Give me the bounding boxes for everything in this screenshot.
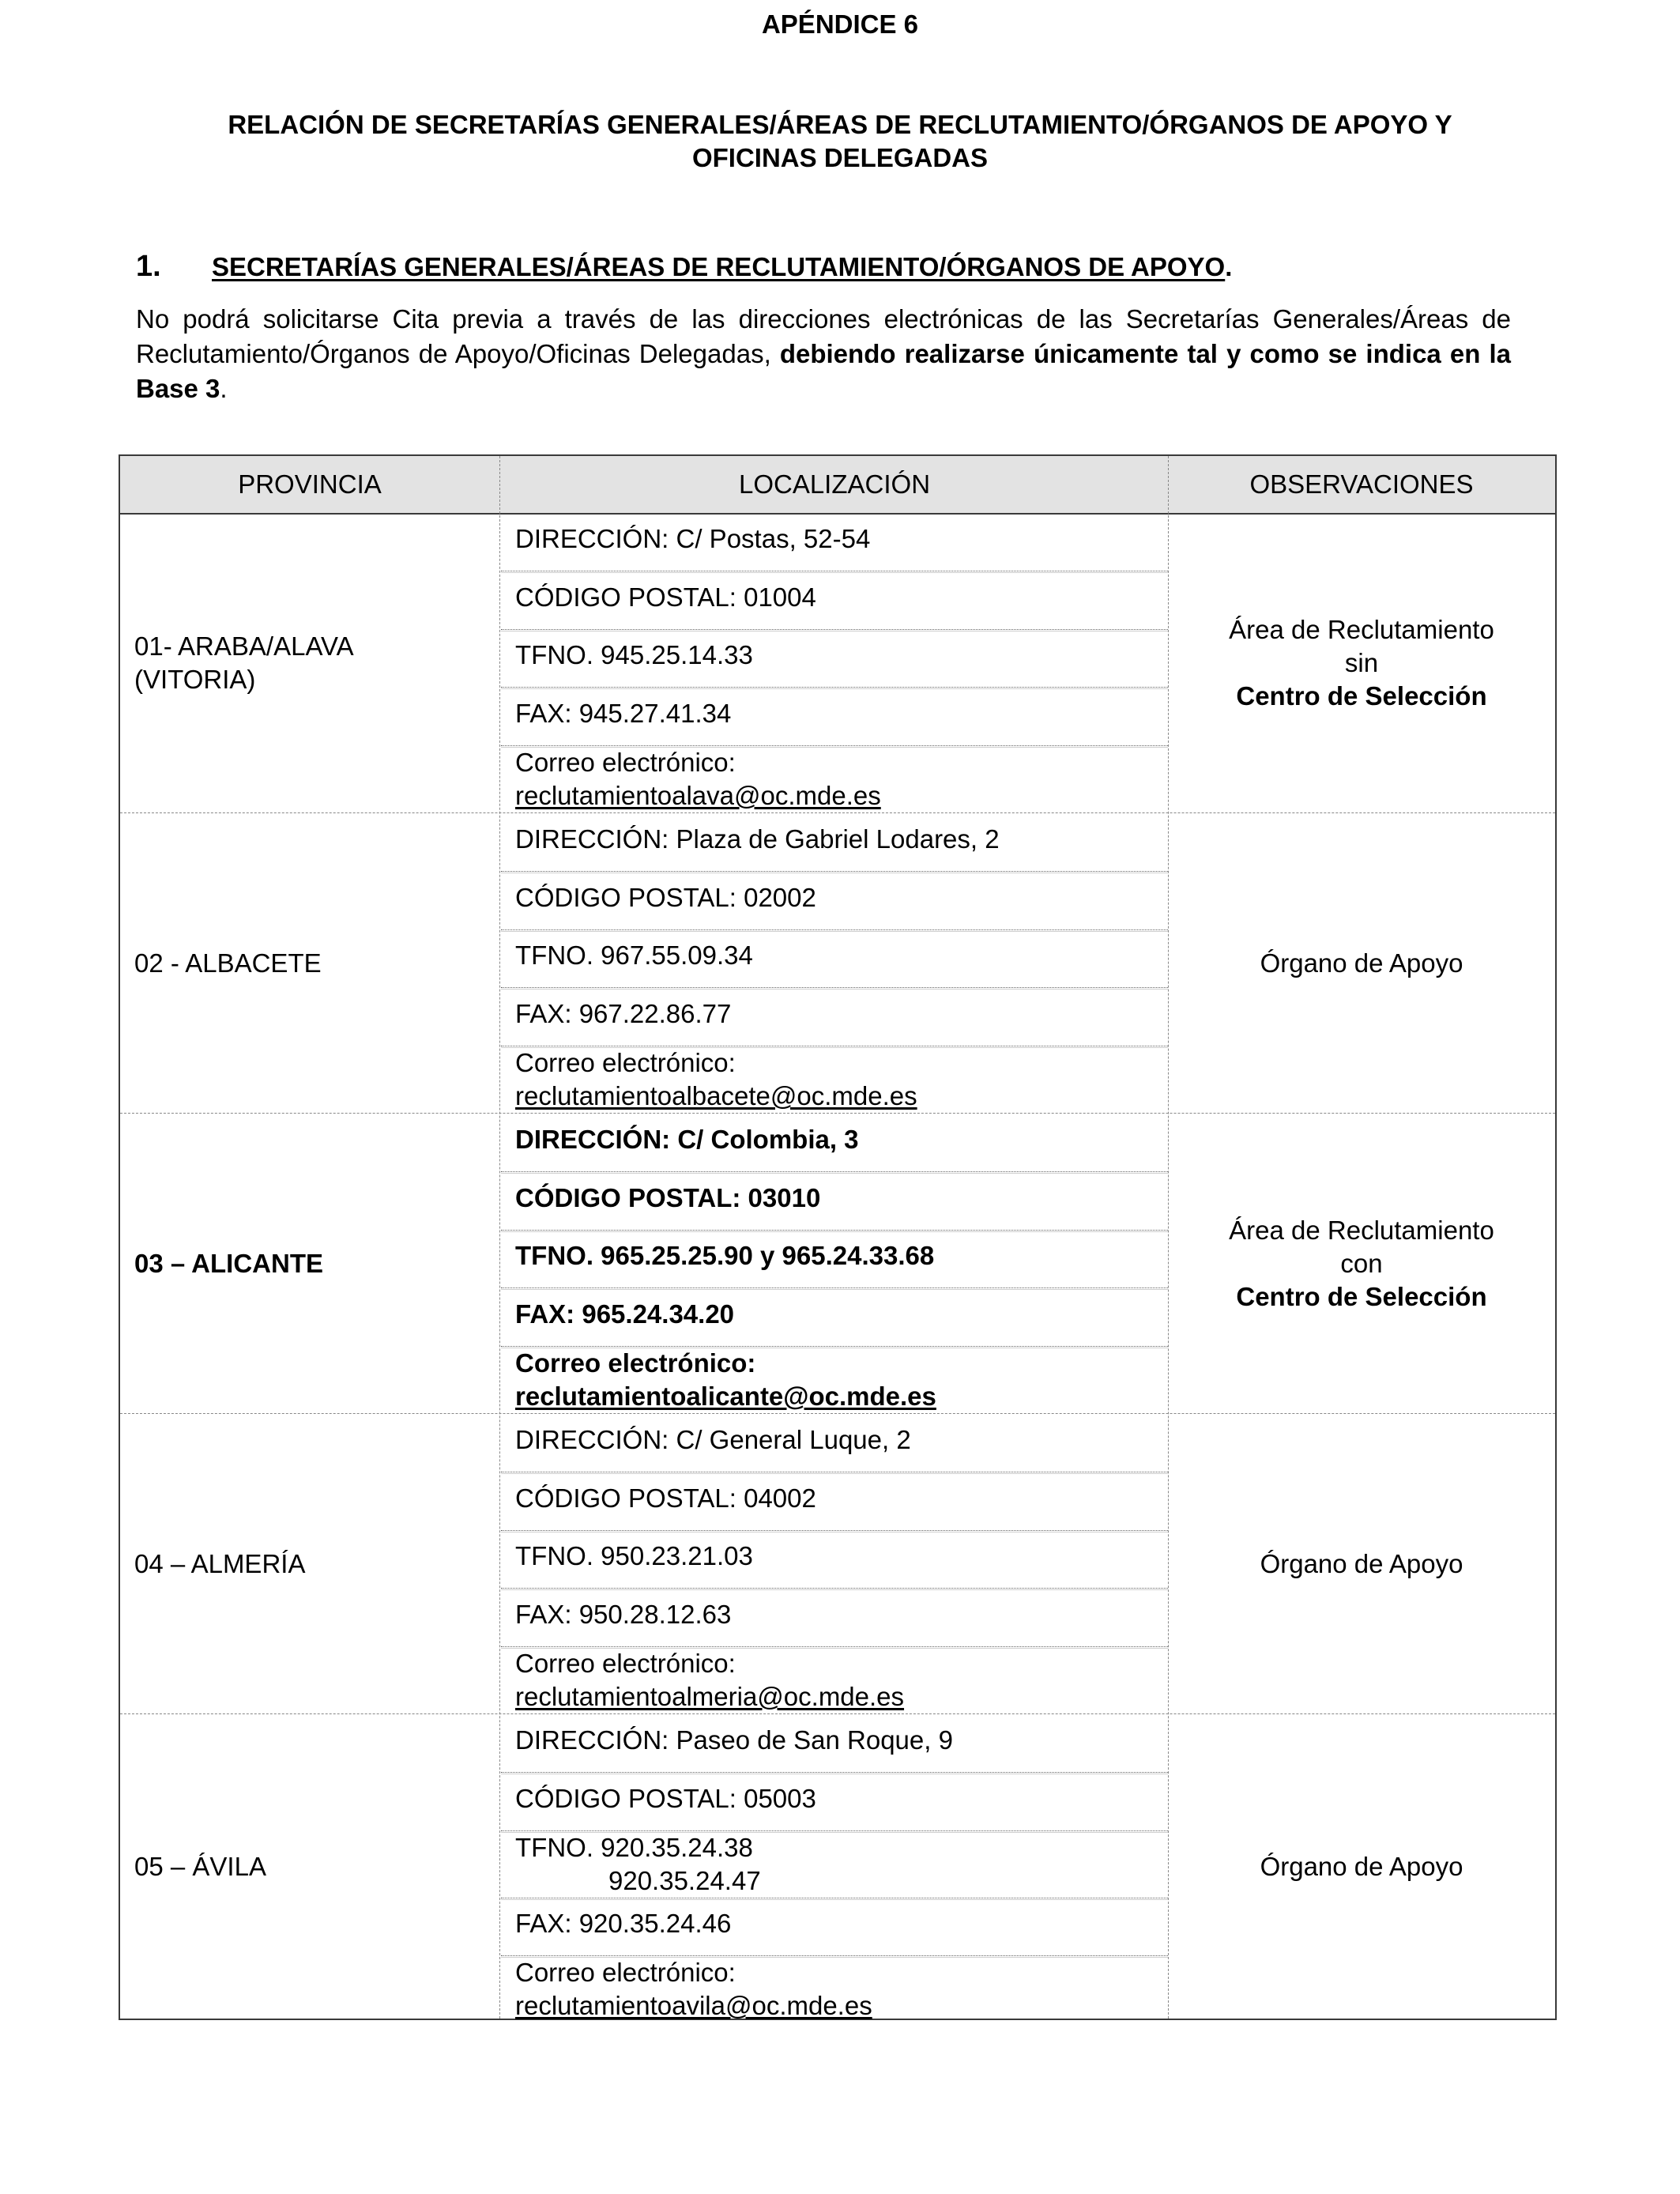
row-divider [501, 1772, 1168, 1773]
province-name: 02 - ALBACETE [134, 948, 322, 978]
email-block [382, 746, 1168, 812]
observations-cell [1168, 1114, 1555, 1414]
observation-line: Órgano de Apoyo [1260, 1851, 1463, 1881]
email-label: Correo electrónico: [515, 1348, 756, 1378]
postal-code-line: CÓDIGO POSTAL: 01004 [515, 582, 816, 612]
location-cell [501, 513, 1168, 813]
location-cell [501, 1714, 1168, 2019]
phone-line: TFNO. 965.25.25.90 y 965.24.33.68 [515, 1241, 935, 1270]
intro-text-end: . [220, 374, 228, 403]
observation-line: Área de Reclutamiento [1229, 1216, 1494, 1245]
main-title [0, 108, 1680, 175]
table-row [120, 813, 1555, 1114]
fax-line: FAX: 965.24.34.20 [515, 1299, 735, 1329]
email-link[interactable]: reclutamientoalicante@oc.mde.es [515, 1382, 936, 1411]
observations-cell [1168, 1714, 1555, 2019]
location-cell [501, 1414, 1168, 1714]
address-line: DIRECCIÓN: Plaza de Gabriel Lodares, 2 [515, 824, 1000, 854]
email-block [382, 1647, 1168, 1713]
header-localizacion: LOCALIZACIÓN [738, 469, 931, 499]
main-title-line-1: RELACIÓN DE SECRETARÍAS GENERALES/ÁREAS DE RECLUTAMIENTO/ÓRGANOS DE APOYO Y [228, 110, 1452, 139]
row-divider [501, 1171, 1168, 1172]
row-divider [501, 629, 1168, 630]
email-link[interactable]: reclutamientoalava@oc.mde.es [515, 781, 881, 810]
section-title: SECRETARÍAS GENERALES/ÁREAS DE RECLUTAMIENTO/ÓRGANOS DE APOYO [212, 252, 1226, 281]
section-number: 1. [136, 250, 161, 283]
province-name: 05 – ÁVILA [134, 1851, 266, 1881]
email-link[interactable]: reclutamientoalbacete@oc.mde.es [515, 1081, 917, 1110]
section-heading [136, 250, 1232, 284]
observations-cell [1168, 813, 1555, 1114]
location-cell [501, 813, 1168, 1114]
observation-line: Centro de Selección [1236, 681, 1487, 711]
observation-line: Área de Reclutamiento [1229, 615, 1494, 644]
email-block [382, 1046, 1168, 1113]
observation-line: Órgano de Apoyo [1260, 1549, 1463, 1578]
main-title-line-2: OFICINAS DELEGADAS [691, 143, 989, 172]
phone-line: TFNO. 950.23.21.03 [515, 1541, 753, 1570]
email-link[interactable]: reclutamientoavila@oc.mde.es [515, 1991, 872, 2020]
email-label: Correo electrónico: [515, 1048, 736, 1077]
fax-line: FAX: 920.35.24.46 [515, 1909, 732, 1938]
postal-code-line: CÓDIGO POSTAL: 03010 [515, 1183, 821, 1212]
row-divider [501, 1230, 1168, 1231]
fax-line: FAX: 950.28.12.63 [515, 1600, 732, 1629]
observation-line: sin [1344, 648, 1379, 677]
phone-line: TFNO. 945.25.14.33 [515, 640, 753, 669]
email-block [382, 1956, 1168, 2022]
fax-line: FAX: 945.27.41.34 [515, 699, 732, 728]
observation-line: Órgano de Apoyo [1260, 948, 1463, 978]
province-name: 03 – ALICANTE [134, 1249, 323, 1278]
province-name-line-2: (VITORIA) [134, 665, 256, 694]
table-row [120, 1714, 1555, 2019]
header-provincia: PROVINCIA [238, 469, 382, 499]
location-cell [501, 1114, 1168, 1414]
row-divider [501, 929, 1168, 930]
postal-code-line: CÓDIGO POSTAL: 04002 [515, 1483, 816, 1513]
table-row [120, 1414, 1555, 1714]
section-title-end: . [1225, 252, 1233, 281]
row-divider [501, 987, 1168, 988]
intro-paragraph [136, 302, 1511, 406]
table-row [120, 513, 1555, 813]
row-divider [501, 871, 1168, 872]
row-divider [501, 1287, 1168, 1288]
province-name: 01- ARABA/ALAVA [134, 631, 354, 661]
appendix-title: APÉNDICE 6 [761, 9, 919, 39]
email-label: Correo electrónico: [515, 748, 736, 777]
observation-line: Centro de Selección [1236, 1282, 1487, 1311]
offices-table [119, 454, 1557, 2020]
phone-line: TFNO. 967.55.09.34 [515, 941, 753, 970]
observations-cell [1168, 513, 1555, 813]
intro-bold-text: debiendo realizarse únicamente tal y como se indica en la Base 3 [136, 339, 1511, 403]
email-label: Correo electrónico: [515, 1649, 736, 1678]
table-row [120, 1114, 1555, 1414]
header-observaciones: OBSERVACIONES [1249, 469, 1474, 499]
table-header-row [120, 456, 1555, 515]
row-divider [501, 687, 1168, 688]
phone-line: TFNO. 920.35.24.38 [515, 1833, 753, 1862]
address-line: DIRECCIÓN: Paseo de San Roque, 9 [515, 1725, 953, 1755]
row-divider [501, 1530, 1168, 1531]
province-name: 04 – ALMERÍA [134, 1549, 306, 1578]
observations-cell [1168, 1414, 1555, 1714]
observation-line: con [1340, 1249, 1383, 1278]
email-block [382, 1347, 1168, 1413]
intro-text: No podrá solicitarse Cita previa a través de las direcciones electrónicas de las Secretarías Generales/Áreas de Reclutamiento/Órganos de Apoyo/Oficinas Delegadas, [136, 304, 1511, 368]
address-line: DIRECCIÓN: C/ Postas, 52-54 [515, 524, 871, 553]
postal-code-line: CÓDIGO POSTAL: 05003 [515, 1784, 816, 1813]
email-link[interactable]: reclutamientoalmeria@oc.mde.es [515, 1682, 905, 1711]
phone-block [382, 1831, 1168, 1898]
address-line: DIRECCIÓN: C/ Colombia, 3 [515, 1125, 859, 1154]
address-line: DIRECCIÓN: C/ General Luque, 2 [515, 1425, 911, 1454]
email-label: Correo electrónico: [515, 1958, 736, 1987]
fax-line: FAX: 967.22.86.77 [515, 999, 732, 1028]
phone-line-2: 920.35.24.47 [608, 1866, 761, 1895]
postal-code-line: CÓDIGO POSTAL: 02002 [515, 883, 816, 912]
row-divider [501, 1588, 1168, 1589]
